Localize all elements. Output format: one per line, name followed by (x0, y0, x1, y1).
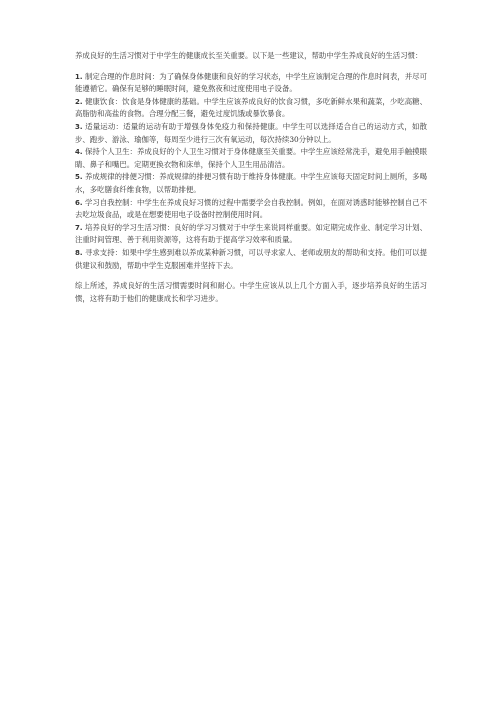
document-page (75, 50, 427, 305)
item-number: 5. (75, 173, 83, 182)
item-number: 8. (75, 248, 83, 257)
item-text: 学习自我控制：中学生在养成良好习惯的过程中需要学会自我控制。例如，在面对诱惑时能够控制自己不去吃垃圾食品，或是在想要使用电子设备时控制使用时间。 (75, 197, 427, 220)
item-number: 7. (75, 223, 83, 232)
paragraph-gap (75, 63, 427, 71)
item-text: 寻求支持：如果中学生感到难以养成某种新习惯，可以寻求家人、老师或朋友的帮助和支持。他们可以提供建议和鼓励，帮助中学生克服困难并坚持下去。 (75, 247, 427, 270)
item-text: 培养良好的学习生活习惯：良好的学习习惯对于中学生来说同样重要。如定期完成作业、制定学习计划、注重时间管理、善于利用资源等，这将有助于提高学习效率和质量。 (75, 222, 427, 245)
item-text: 适量运动：适量的运动有助于增强身体免疫力和保持健康。中学生可以选择适合自己的运动方式，如散步、跑步、游泳、瑜伽等，每周至少进行三次有氧运动，每次持续30分钟以上。 (75, 121, 427, 144)
item-number: 2. (75, 97, 83, 106)
item-number: 3. (75, 122, 83, 131)
list-item (75, 197, 427, 222)
item-number: 4. (75, 148, 83, 157)
item-number: 6. (75, 198, 83, 207)
list-item (75, 146, 427, 171)
intro-paragraph: 养成良好的生活习惯对于中学生的健康成长至关重要。以下是一些建议，帮助中学生养成良好的生活习惯： (75, 51, 423, 60)
list-item (75, 247, 427, 272)
conclusion-paragraph: 综上所述，养成良好的生活习惯需要时间和耐心。中学生应该从以上几个方面入手，逐步培养良好的生活习惯，这将有助于他们的健康成长和学习进步。 (75, 281, 427, 303)
paragraph-gap (75, 272, 427, 280)
list-item (75, 171, 427, 196)
item-text: 保持个人卫生：养成良好的个人卫生习惯对于身体健康至关重要。中学生应该经常洗手，避免用手触摸眼睛、鼻子和嘴巴。定期更换衣物和床单，保持个人卫生用品清洁。 (75, 147, 427, 169)
list-item (75, 96, 427, 121)
list-item (75, 121, 427, 146)
list-item (75, 222, 427, 247)
item-text: 养成规律的排便习惯：养成规律的排便习惯有助于维持身体健康。中学生应该每天固定时间上厕所，多喝水，多吃膳食纤维食物，以帮助排便。 (75, 172, 427, 194)
item-text: 制定合理的作息时间：为了确保身体健康和良好的学习状态，中学生应该制定合理的作息时间表，并尽可能遵循它。确保有足够的睡眠时间，避免熬夜和过度使用电子设备。 (75, 71, 427, 94)
tips-list (75, 71, 427, 273)
list-item (75, 71, 427, 96)
item-text: 健康饮食：饮食是身体健康的基础。中学生应该养成良好的饮食习惯，多吃新鲜水果和蔬菜，少吃高糖、高脂肪和高盐的食物。合理分配三餐，避免过度饥饿或暴饮暴食。 (75, 96, 427, 119)
item-number: 1. (75, 72, 83, 81)
